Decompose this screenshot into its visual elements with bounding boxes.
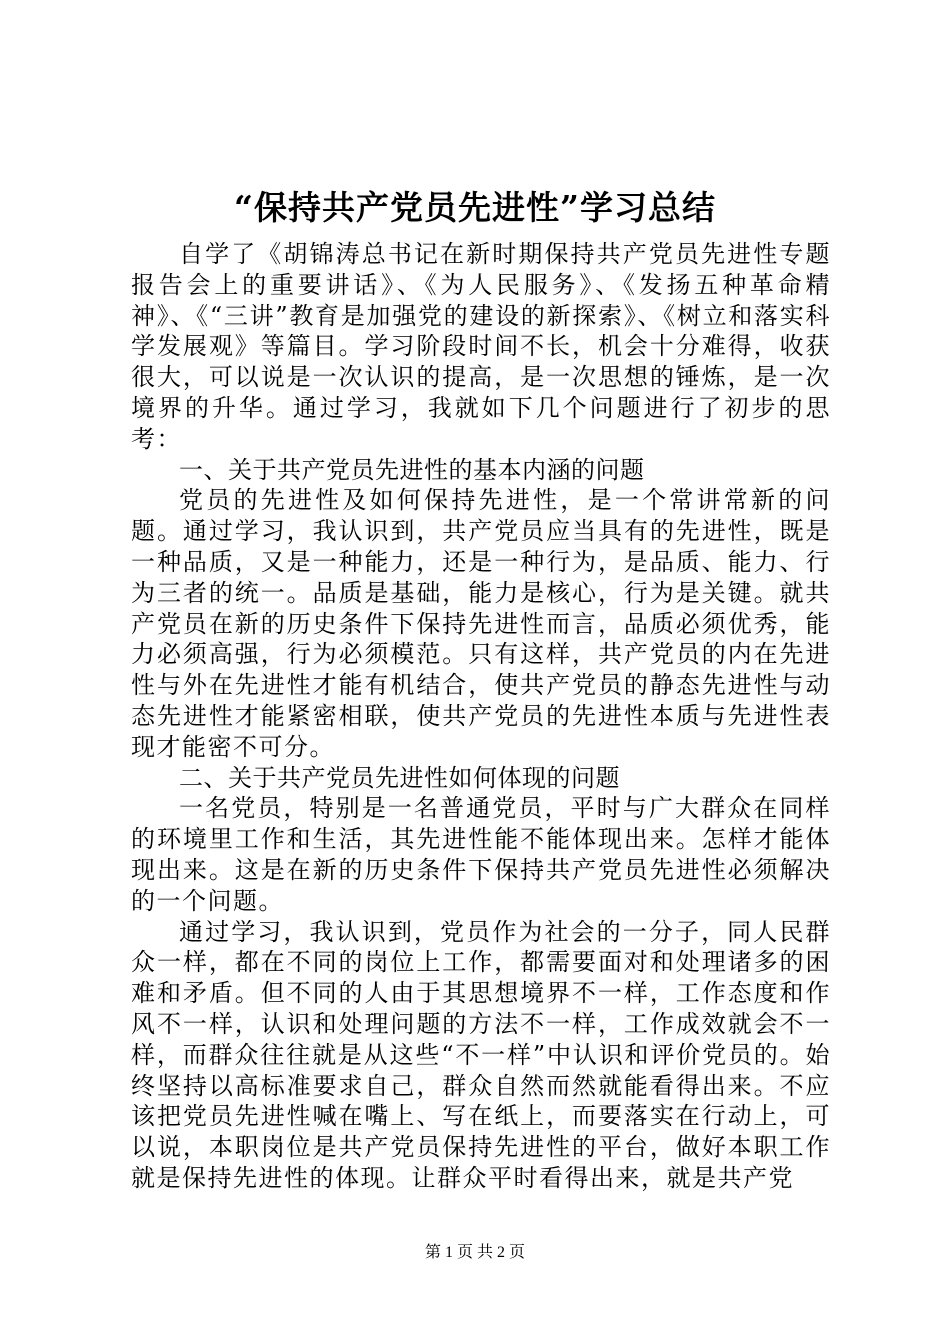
- section-1-paragraph: 党员的先进性及如何保持先进性，是一个常讲常新的问题。通过学习，我认识到，共产党员应当具有的先进性，既是一种品质，又是一种能力，还是一种行为，是品质、能力、行为三者的统一。品质是基础，能力是核心，行为是关键。就共产党员在新的历史条件下保持先进性而言，品质必须优秀，能力必须高强，行为必须模范。只有这样，共产党员的内在先进性与外在先进性才能有机结合，使共产党员的静态先进性与动态先进性才能紧密相联，使共产党员的先进性本质与先进性表现才能密不可分。: [131, 486, 831, 761]
- section-2-paragraph-2: 通过学习，我认识到，党员作为社会的一分子，同人民群众一样，都在不同的岗位上工作，都需要面对和处理诸多的困难和矛盾。但不同的人由于其思想境界不一样，工作态度和作风不一样，认识和处理问题的方法不一样，工作成效就会不一样，而群众往往就是从这些“不一样”中认识和评价党员的。始终坚持以高标准要求自己，群众自然而然就能看得出来。不应该把党员先进性喊在嘴上、写在纸上，而要落实在行动上，可以说，本职岗位是共产党员保持先进性的平台，做好本职工作就是保持先进性的体现。让群众平时看得出来，就是共产党: [131, 917, 831, 1192]
- document-title: “保持共产党员先进性”学习总结: [234, 188, 716, 227]
- intro-paragraph: 自学了《胡锦涛总书记在新时期保持共产党员先进性专题报告会上的重要讲话》、《为人民服务》、《发扬五种革命精神》、《“三讲”教育是加强党的建设的新探索》、《树立和落实科学发展观》等篇目。学习阶段时间不长，机会十分难得，收获很大，可以说是一次认识的提高，是一次思想的锤炼，是一次境界的升华。通过学习，我就如下几个问题进行了初步的思考：: [131, 240, 831, 453]
- document-body: [131, 239, 831, 1194]
- page-number-footer: 第 1 页 共 2 页: [424, 1244, 525, 1261]
- section-heading-2: 二、关于共产党员先进性如何体现的问题: [179, 763, 620, 792]
- section-2-paragraph-1: 一名党员，特别是一名普通党员，平时与广大群众在同样的环境里工作和生活，其先进性能不能体现出来。怎样才能体现出来。这是在新的历史条件下保持共产党员先进性必须解决的一个问题。: [131, 794, 831, 915]
- section-heading-1: 一、关于共产党员先进性的基本内涵的问题: [179, 455, 645, 484]
